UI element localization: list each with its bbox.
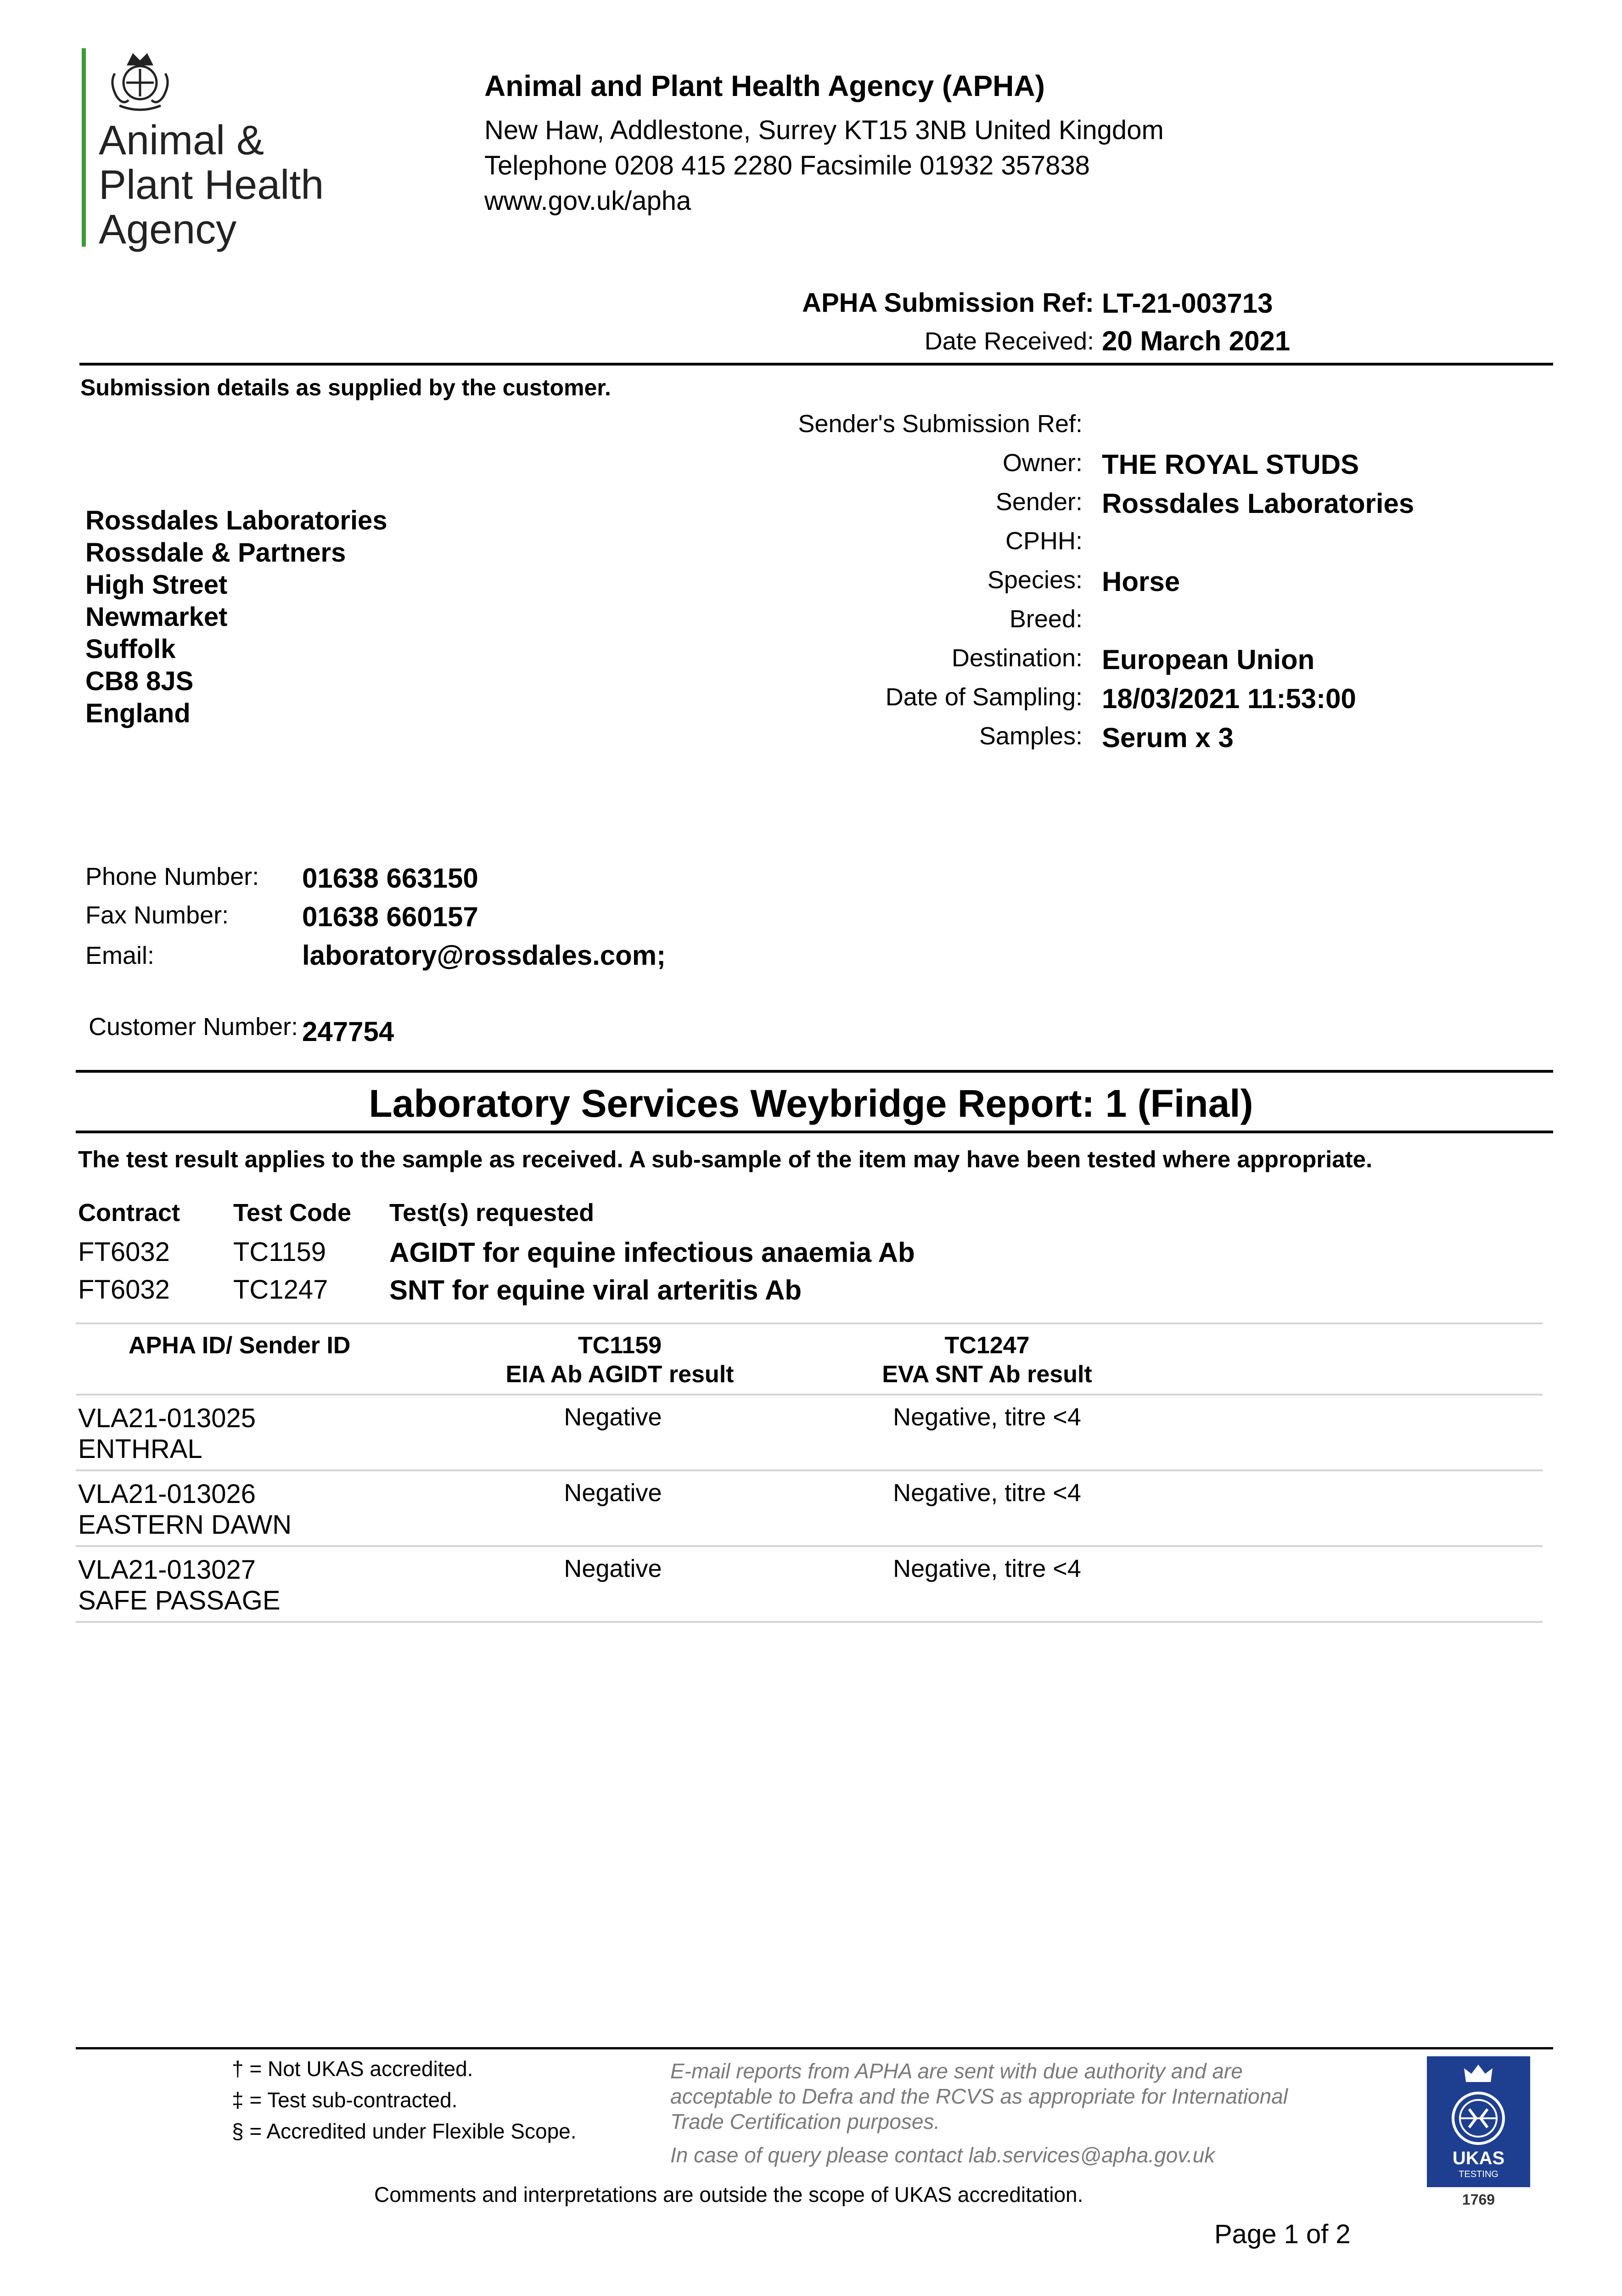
detail-label: Destination:: [951, 644, 1083, 672]
eia-result: Negative: [564, 1479, 662, 1507]
fax-value: 01638 660157: [302, 901, 478, 932]
detail-label: Owner:: [1002, 449, 1083, 477]
agency-address: New Haw, Addlestone, Surrey KT15 3NB United Kingdom: [484, 115, 1164, 145]
ukas-badge: [1427, 2056, 1530, 2187]
detail-value: Horse: [1102, 566, 1180, 597]
footer-rule: [76, 2047, 1553, 2049]
logo-line-2: Plant Health: [99, 162, 324, 208]
results-header-eia-name: EIA Ab AGIDT result: [505, 1361, 734, 1388]
submission-ref-label: APHA Submission Ref:: [802, 288, 1094, 318]
detail-value: European Union: [1102, 644, 1315, 675]
customer-number-label: Customer Number:: [89, 1013, 298, 1041]
results-rule: [76, 1394, 1543, 1396]
results-header-eva-code: TC1247: [944, 1332, 1030, 1359]
sample-id: VLA21-013025: [78, 1403, 256, 1433]
eia-result: Negative: [564, 1403, 662, 1431]
agency-website[interactable]: www.gov.uk/apha: [484, 186, 691, 216]
phone-value: 01638 663150: [302, 863, 478, 894]
fax-label: Fax Number:: [85, 901, 229, 929]
results-header-id: APHA ID/ Sender ID: [129, 1332, 351, 1359]
eva-result: Negative, titre <4: [893, 1555, 1081, 1582]
results-rule: [76, 1322, 1543, 1324]
agency-phone: Telephone 0208 415 2280 Facsimile 01932 357838: [484, 151, 1090, 180]
email-label: Email:: [85, 942, 155, 969]
agency-name: Animal and Plant Health Agency (APHA): [484, 69, 1045, 102]
phone-label: Phone Number:: [85, 863, 259, 890]
address-line: Newmarket: [85, 602, 228, 632]
header-divider: [79, 363, 1553, 366]
sample-name: ENTHRAL: [78, 1434, 202, 1464]
detail-label: Species:: [987, 566, 1083, 594]
address-line: High Street: [85, 570, 228, 600]
detail-value: Rossdales Laboratories: [1102, 488, 1414, 519]
test-code: TC1247: [233, 1275, 328, 1305]
email-note-line: acceptable to Defra and the RCVS as appropriate for International: [670, 2084, 1288, 2108]
address-line: CB8 8JS: [85, 666, 194, 696]
sample-name: EASTERN DAWN: [78, 1510, 292, 1540]
query-contact[interactable]: In case of query please contact lab.services@apha.gov.uk: [670, 2143, 1215, 2167]
tests-header-requested: Test(s) requested: [389, 1199, 595, 1227]
address-line: Suffolk: [85, 634, 176, 664]
email-note-line: Trade Certification purposes.: [670, 2110, 940, 2133]
email-note-line: E-mail reports from APHA are sent with due authority and are: [670, 2059, 1243, 2083]
test-name: AGIDT for equine infectious anaemia Ab: [389, 1237, 915, 1268]
detail-label: Breed:: [1009, 605, 1083, 633]
report-title: Laboratory Services Weybridge Report: 1 (Final): [369, 1082, 1253, 1125]
detail-label: Sender's Submission Ref:: [798, 410, 1083, 438]
date-received-label: Date Received:: [924, 327, 1094, 355]
test-contract: FT6032: [78, 1275, 170, 1305]
address-line: Rossdale & Partners: [85, 538, 346, 568]
detail-label: Date of Sampling:: [885, 683, 1083, 711]
test-name: SNT for equine viral arteritis Ab: [389, 1275, 802, 1306]
page-number: Page 1 of 2: [1214, 2219, 1351, 2249]
footnote-not-accredited: † = Not UKAS accredited.: [232, 2057, 473, 2081]
results-header-eva-name: EVA SNT Ab result: [882, 1361, 1092, 1388]
ukas-subtext: TESTING: [1459, 2169, 1499, 2179]
eva-result: Negative, titre <4: [893, 1403, 1081, 1431]
royal-crest-icon: [101, 46, 179, 113]
report-note: The test result applies to the sample as received. A sub-sample of the item may have been tested where appropriate.: [78, 1146, 1373, 1172]
submission-ref-value: LT-21-003713: [1102, 288, 1273, 319]
detail-value: Serum x 3: [1102, 722, 1234, 753]
ukas-crown-icon: [1462, 2062, 1494, 2085]
submission-details-note: Submission details as supplied by the customer.: [80, 375, 611, 400]
sample-name: SAFE PASSAGE: [78, 1586, 281, 1615]
detail-label: Samples:: [979, 722, 1083, 750]
date-received-value: 20 March 2021: [1102, 326, 1291, 356]
report-bottom-rule: [76, 1131, 1553, 1133]
detail-label: CPHH:: [1005, 527, 1083, 555]
eva-result: Negative, titre <4: [893, 1479, 1081, 1507]
logo-green-bar: [82, 48, 86, 247]
tests-header-contract: Contract: [78, 1199, 180, 1227]
ukas-text: UKAS: [1452, 2148, 1505, 2168]
ukas-number: 1769: [1462, 2191, 1495, 2208]
customer-number-value: 247754: [302, 1016, 394, 1047]
eia-result: Negative: [564, 1555, 662, 1582]
test-code: TC1159: [233, 1237, 326, 1267]
ukas-comments: Comments and interpretations are outside the scope of UKAS accreditation.: [374, 2183, 1083, 2206]
footnote-sub-contracted: ‡ = Test sub-contracted.: [232, 2088, 458, 2112]
email-value[interactable]: laboratory@rossdales.com;: [302, 940, 666, 971]
footnote-flexible-scope: § = Accredited under Flexible Scope.: [232, 2119, 577, 2143]
logo-line-3: Agency: [99, 207, 237, 253]
sample-id: VLA21-013026: [78, 1479, 256, 1509]
ukas-emblem-icon: [1448, 2088, 1508, 2148]
results-header-eia-code: TC1159: [578, 1332, 662, 1359]
logo-line-1: Animal &: [99, 118, 264, 163]
address-line: Rossdales Laboratories: [85, 506, 387, 535]
sample-id: VLA21-013027: [78, 1555, 256, 1585]
tests-header-code: Test Code: [233, 1199, 352, 1227]
detail-label: Sender:: [995, 488, 1083, 516]
results-rule: [76, 1621, 1543, 1623]
report-top-rule: [76, 1070, 1553, 1073]
test-contract: FT6032: [78, 1237, 170, 1267]
address-line: England: [85, 698, 191, 728]
results-rule: [76, 1469, 1543, 1471]
results-rule: [76, 1545, 1543, 1547]
detail-value: THE ROYAL STUDS: [1102, 449, 1359, 480]
detail-value: 18/03/2021 11:53:00: [1102, 683, 1356, 714]
